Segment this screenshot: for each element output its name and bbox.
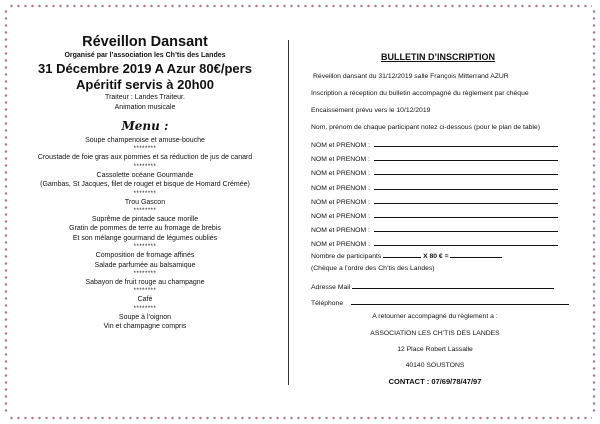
phone-row [311, 297, 569, 307]
menu-item: Café [137, 296, 153, 304]
menu-item: Soupe à l’oignon [118, 313, 172, 321]
menu-item: Sabayon de fruit rouge au champagne [85, 279, 205, 287]
event-flyer [14, 34, 276, 332]
form-instructions-line: Nom, prénom de chaque participant notez ci-dessous (pour le plan de table) [311, 124, 540, 131]
menu-separator: ******** [133, 146, 157, 153]
menu-separator: ******** [133, 190, 157, 197]
name-row [311, 224, 558, 234]
name-field[interactable] [374, 238, 558, 246]
event-date-price: 31 Décembre 2019 A Azur 80€/pers [38, 61, 252, 76]
menu-item: Cassolette océane Gourmande [96, 171, 194, 179]
menu-title: Menu : [121, 119, 169, 133]
email-label: Adresse Mail [311, 284, 351, 291]
menu-item: (Gambas, St Jacques, filet de rouget et bisque de Homard Crémée) [40, 181, 250, 189]
name-row [311, 210, 558, 220]
return-text: A retourner accompagné du règlement a : [372, 313, 498, 320]
menu-separator: ******** [133, 271, 157, 278]
name-row [311, 139, 558, 149]
participants-row [311, 250, 502, 260]
phone-label: Téléphone [311, 300, 344, 307]
name-row [311, 182, 558, 192]
name-label: NOM et PRENOM : [311, 213, 370, 220]
name-field[interactable] [374, 182, 558, 190]
menu-separator: ******** [133, 208, 157, 215]
name-label: NOM et PRENOM : [311, 184, 370, 192]
caterer-line: Traiteur : Landes Traiteur. [105, 94, 185, 101]
form-payment-line: Encaissement prévu vers le 10/12/2019 [311, 107, 431, 114]
dotted-border-right [592, 8, 596, 416]
form-inscription-line: Inscription a réception du bulletin accompagné du règlement par chèque [311, 90, 529, 97]
email-row [311, 281, 554, 291]
menu-item: Salade parfumée au balsamique [94, 261, 196, 269]
name-label: NOM et PRENOM : [311, 198, 370, 206]
form-event-line: Réveillon dansant du 31/12/2019 salle François Mitterrand AZUR [313, 73, 509, 80]
participants-label: Nombre de participants [311, 253, 382, 260]
menu-item: Suprême de pintade sauce morille [91, 216, 199, 224]
name-label: NOM et PRENOM : [311, 227, 370, 235]
participants-total-field[interactable] [450, 250, 502, 258]
participants-multiplier: X 80 € = [423, 253, 449, 260]
organizer-line: Organisé par l’association les Ch’tis des Landes [64, 52, 226, 59]
name-row [311, 153, 558, 163]
menu-item: Soupe champenoise et amuse-bouche [85, 137, 205, 144]
name-field[interactable] [374, 167, 558, 175]
name-field[interactable] [374, 196, 558, 204]
menu-item: Vin et champagne compris [103, 323, 187, 331]
name-label: NOM et PRENOM : [311, 170, 370, 178]
name-row [311, 238, 558, 248]
name-label: NOM et PRENOM : [311, 142, 370, 149]
form-title: BULLETIN D’INSCRIPTION [381, 52, 495, 62]
menu-list [14, 136, 276, 332]
menu-item: Croustade de foie gras aux pommes et sa réduction de jus de canard [37, 154, 253, 162]
name-row [311, 167, 558, 177]
contact-phone: CONTACT : 07/69/78/47/97 [388, 377, 482, 386]
event-title: Réveillon Dansant [82, 34, 208, 50]
association-name: ASSOCIATION LES CH’TIS DES LANDES [370, 330, 500, 337]
phone-field[interactable] [351, 297, 569, 305]
cheque-order-line: (Chèque a l’ordre des Ch’tis des Landes) [311, 265, 435, 272]
vertical-divider [288, 40, 289, 385]
name-label: NOM et PRENOM : [311, 241, 370, 249]
name-field[interactable] [374, 153, 558, 161]
dotted-border-bottom [8, 416, 592, 420]
dotted-border-left [4, 8, 8, 416]
association-city: 40140 SOUSTONS [405, 362, 465, 369]
aperitif-time: Apéritif servis à 20h00 [75, 77, 215, 92]
name-field[interactable] [374, 224, 558, 232]
menu-item: Et son mélange gourmand de légumes oubliés [72, 234, 218, 242]
animation-line: Animation musicale [114, 104, 176, 111]
menu-item: Composition de fromage affinés [95, 252, 195, 260]
menu-separator: ******** [133, 244, 157, 251]
name-field[interactable] [374, 139, 558, 147]
participants-count-field[interactable] [383, 250, 421, 258]
menu-separator: ******** [133, 288, 157, 295]
name-label: NOM et PRENOM : [311, 156, 370, 164]
dotted-border-top [8, 4, 592, 8]
menu-item: Trou Gascon [124, 198, 166, 206]
email-field[interactable] [352, 281, 554, 289]
menu-item: Gratin de pommes de terre au fromage de brebis [69, 225, 221, 233]
name-field[interactable] [374, 210, 558, 218]
association-street: 12 Place Robert Lassalle [397, 346, 473, 353]
menu-separator: ******** [133, 305, 157, 312]
name-row [311, 196, 558, 206]
menu-separator: ******** [133, 163, 157, 170]
